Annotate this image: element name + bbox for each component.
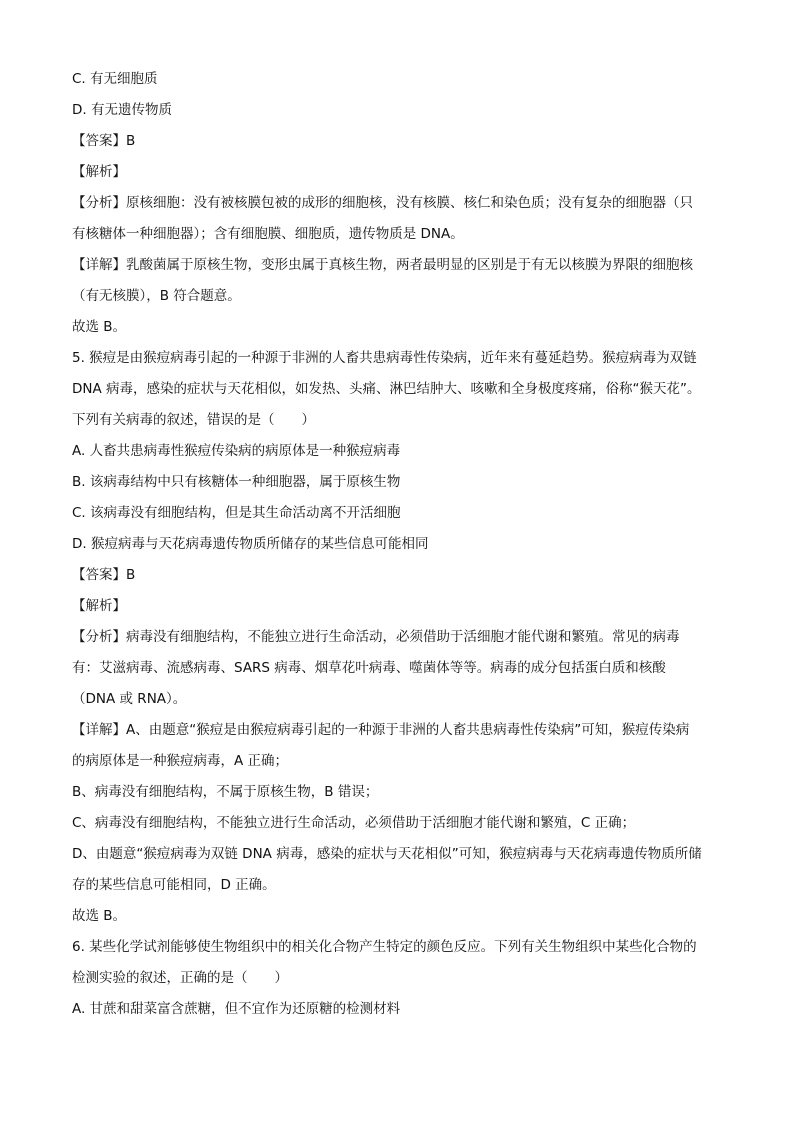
analysis-q4-line2: 有核糖体一种细胞器）；含有细胞膜、细胞质，遗传物质是 DNA。: [72, 226, 464, 242]
answer-q5: 【答案】B: [72, 567, 136, 583]
option-d-q4: D. 有无遗传物质: [72, 102, 172, 118]
explanation-q5-line4: C、病毒没有细胞结构，不能独立进行生命活动，必须借助于活细胞才能代谢和繁殖，C 正确；: [72, 815, 636, 831]
question-5-line2: DNA 病毒，感染的症状与天花相似，如发热、头痛、淋巴结肿大、咳嗽和全身极度疼痛，俗称“猴天花”。: [72, 381, 701, 397]
analysis-q4-line1: 【分析】原核细胞：没有被核膜包被的成形的细胞核，没有核膜、核仁和染色质；没有复杂的细胞器（只: [72, 195, 693, 211]
analysis-q5-line3: （DNA 或 RNA）。: [72, 691, 187, 707]
analysis-heading-q5: 【解析】: [72, 598, 126, 614]
analysis-q5-line2: 有：艾滋病毒、流感病毒、SARS 病毒、烟草花叶病毒、噬菌体等等。病毒的成分包括蛋白质和核酸: [72, 660, 666, 676]
option-c-q4: C. 有无细胞质: [72, 71, 158, 87]
explanation-q5-line6: 存的某些信息可能相同，D 正确。: [72, 877, 276, 893]
explanation-q5-line1: 【详解】A、由题意“猴痘是由猴痘病毒引起的一种源于非洲的人畜共患病毒性传染病”可知，猴痘传染病: [72, 722, 690, 738]
question-6-line2: 检测实验的叙述，正确的是（ ）: [72, 970, 288, 986]
conclusion-q4: 故选 B。: [72, 319, 127, 335]
question-5-line3: 下列有关病毒的叙述，错误的是（ ）: [72, 412, 315, 428]
question-6-line1: 6. 某些化学试剂能够使生物组织中的相关化合物产生特定的颜色反应。下列有关生物组织中某些化合物的: [72, 939, 697, 955]
explanation-q4-line1: 【详解】乳酸菌属于原核生物，变形虫属于真核生物，两者最明显的区别是于有无以核膜为界限的细胞核: [72, 257, 693, 273]
question-5-line1: 5. 猴痘是由猴痘病毒引起的一种源于非洲的人畜共患病毒性传染病，近年来有蔓延趋势。猴痘病毒为双链: [72, 350, 697, 366]
explanation-q5-line5: D、由题意“猴痘病毒为双链 DNA 病毒，感染的症状与天花相似”可知，猴痘病毒与天花病毒遗传物质所储: [72, 846, 702, 862]
document-page: [72, 64, 732, 1025]
explanation-q5-line2: 的病原体是一种猴痘病毒，A 正确；: [72, 753, 289, 769]
explanation-q5-line3: B、病毒没有细胞结构，不属于原核生物，B 错误；: [72, 784, 379, 800]
answer-q4: 【答案】B: [72, 133, 136, 149]
option-b-q5: B. 该病毒结构中只有核糖体一种细胞器，属于原核生物: [72, 474, 401, 490]
conclusion-q5: 故选 B。: [72, 908, 127, 924]
explanation-q4-line2: （有无核膜），B 符合题意。: [72, 288, 241, 304]
analysis-heading-q4: 【解析】: [72, 164, 126, 180]
option-a-q5: A. 人畜共患病毒性猴痘传染病的病原体是一种猴痘病毒: [72, 443, 401, 459]
option-c-q5: C. 该病毒没有细胞结构，但是其生命活动离不开活细胞: [72, 505, 401, 521]
analysis-q5-line1: 【分析】病毒没有细胞结构，不能独立进行生命活动，必须借助于活细胞才能代谢和繁殖。常见的病毒: [72, 629, 680, 645]
option-a-q6: A. 甘蔗和甜菜富含蔗糖，但不宜作为还原糖的检测材料: [72, 1001, 401, 1017]
option-d-q5: D. 猴痘病毒与天花病毒遗传物质所储存的某些信息可能相同: [72, 536, 429, 552]
